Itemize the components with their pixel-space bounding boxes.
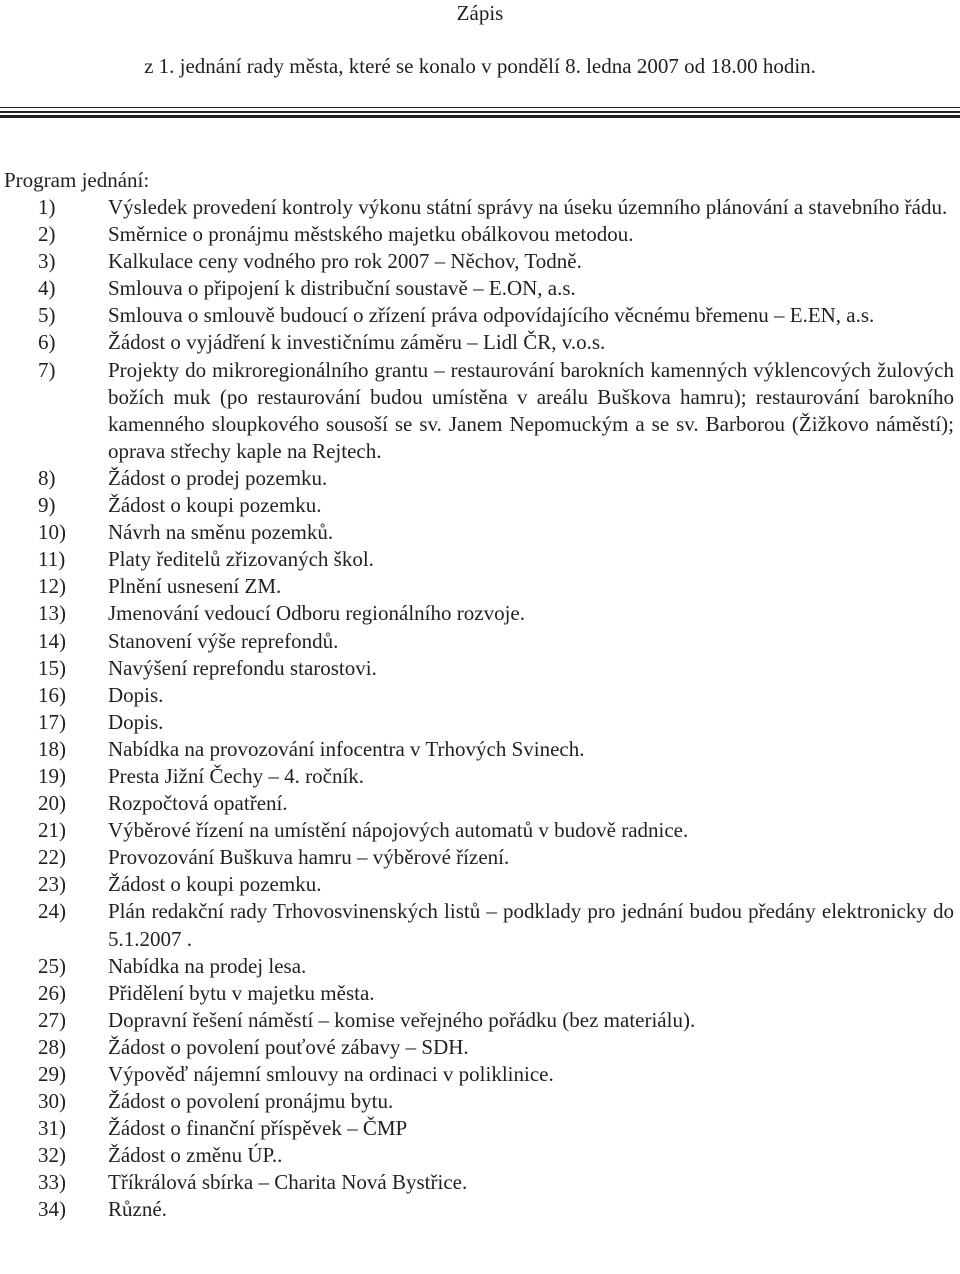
agenda-item bbox=[0, 492, 960, 519]
agenda-item-number: 10) bbox=[38, 520, 66, 545]
agenda-item-number: 29) bbox=[38, 1062, 66, 1086]
agenda-item-number: 12) bbox=[38, 574, 66, 599]
agenda-item bbox=[0, 898, 960, 952]
agenda-item bbox=[0, 519, 960, 546]
agenda-item bbox=[0, 221, 960, 248]
agenda-item-text: Dopis. bbox=[108, 709, 164, 734]
agenda-item-number: 30) bbox=[38, 1089, 66, 1114]
agenda-item bbox=[0, 709, 960, 736]
agenda-item-number: 25) bbox=[38, 953, 66, 978]
document-subtitle: z 1. jednání rady města, které se konalo v pondělí 8. ledna 2007 od 18.00 hodin. bbox=[144, 54, 816, 78]
agenda-item-text: Výběrové řízení na umístění nápojových automatů v budově radnice. bbox=[108, 818, 689, 843]
agenda-item bbox=[0, 1196, 960, 1223]
document-title: Zápis bbox=[456, 1, 504, 25]
agenda-item-text: Nabídka na provozování infocentra v Trhových Svinech. bbox=[108, 736, 585, 761]
agenda-item bbox=[0, 682, 960, 709]
agenda-item bbox=[0, 302, 960, 329]
agenda-item-text: Smlouva o připojení k distribuční soustavě – E.ON, a.s. bbox=[108, 276, 576, 301]
agenda-item-text: Žádost o prodej pozemku. bbox=[108, 465, 328, 490]
agenda-item bbox=[0, 628, 960, 655]
agenda-item-text: Dopravní řešení náměstí – komise veřejného pořádku (bez materiálu). bbox=[108, 1007, 696, 1032]
agenda-item bbox=[0, 1169, 960, 1196]
agenda-item-text: Výsledek provedení kontroly výkonu státní správy na úseku územního plánování a stavebního řádu. bbox=[108, 195, 948, 219]
agenda-item bbox=[0, 248, 960, 275]
agenda-item bbox=[0, 980, 960, 1007]
agenda-item-number: 13) bbox=[38, 601, 66, 626]
agenda-item-number: 27) bbox=[38, 1007, 66, 1032]
agenda-item-number: 3) bbox=[38, 249, 56, 274]
agenda-item bbox=[0, 953, 960, 980]
agenda-item-number: 18) bbox=[38, 736, 66, 761]
agenda-item bbox=[0, 655, 960, 682]
double-rule-divider bbox=[0, 107, 960, 118]
agenda-item bbox=[0, 817, 960, 844]
agenda-item bbox=[0, 573, 960, 600]
rule-thin-line bbox=[0, 107, 960, 108]
agenda-item-text: Plán redakční rady Trhovosvinenských listů – podklady pro jednání budou předány elektronicky do 5.1.2007 . bbox=[108, 899, 954, 951]
agenda-item-text: Plnění usnesení ZM. bbox=[108, 574, 282, 599]
agenda-item bbox=[0, 763, 960, 790]
agenda-item-number: 24) bbox=[38, 899, 66, 924]
agenda-item-text: Smlouva o smlouvě budoucí o zřízení práva odpovídajícího věcnému břemenu – E.EN, a.s. bbox=[108, 303, 875, 328]
agenda-item-text: Presta Jižní Čechy – 4. ročník. bbox=[108, 763, 365, 788]
agenda-list bbox=[0, 194, 960, 1224]
agenda-item-number: 17) bbox=[38, 709, 66, 734]
agenda-item bbox=[0, 1034, 960, 1061]
program-heading: Program jednání: bbox=[4, 168, 150, 192]
agenda-item-number: 15) bbox=[38, 655, 66, 680]
agenda-item-text: Nabídka na prodej lesa. bbox=[108, 953, 307, 978]
agenda-item-text: Žádost o koupi pozemku. bbox=[108, 872, 322, 897]
agenda-item-number: 8) bbox=[38, 465, 56, 490]
agenda-item-text: Tříkrálová sbírka – Charita Nová Bystřice. bbox=[108, 1170, 468, 1195]
agenda-item-text: Kalkulace ceny vodného pro rok 2007 – Něchov, Todně. bbox=[108, 249, 582, 274]
agenda-item-number: 7) bbox=[38, 357, 56, 382]
agenda-item-number: 1) bbox=[38, 195, 56, 219]
agenda-item bbox=[0, 736, 960, 763]
agenda-item bbox=[0, 546, 960, 573]
agenda-item-text: Žádost o finanční příspěvek – ČMP bbox=[108, 1116, 408, 1141]
agenda-item-text: Projekty do mikroregionálního grantu – restaurování barokních kamenných výklencových žulových božích muk (po restaurování budou umístěna v areálu Buškova hamru); restaurování barokního kamenného sloupkového sousoší se sv. Janem Nepomuckým a se sv. Barborou (Žižkovo náměstí); oprava střechy kaple na Rejtech. bbox=[108, 357, 954, 463]
agenda-item bbox=[0, 1007, 960, 1034]
agenda-item-text: Směrnice o pronájmu městského majetku obálkovou metodou. bbox=[108, 222, 634, 247]
agenda-item-text: Žádost o vyjádření k investičnímu záměru – Lidl ČR, v.o.s. bbox=[108, 330, 606, 355]
agenda-item bbox=[0, 1061, 960, 1088]
agenda-item-text: Navýšení reprefondu starostovi. bbox=[108, 655, 377, 680]
agenda-item-number: 28) bbox=[38, 1034, 66, 1059]
agenda-item-text: Žádost o povolení pouťové zábavy – SDH. bbox=[108, 1034, 469, 1059]
agenda-item bbox=[0, 357, 960, 465]
agenda-item-number: 2) bbox=[38, 222, 56, 247]
agenda-item-text: Návrh na směnu pozemků. bbox=[108, 520, 334, 545]
agenda-item-number: 26) bbox=[38, 980, 66, 1005]
agenda-item-text: Stanovení výše reprefondů. bbox=[108, 628, 339, 653]
agenda-item bbox=[0, 871, 960, 898]
agenda-item-number: 32) bbox=[38, 1143, 66, 1168]
rule-thick-line bbox=[0, 115, 960, 118]
agenda-item-text: Dopis. bbox=[108, 682, 164, 707]
agenda-item-text: Přidělení bytu v majetku města. bbox=[108, 980, 375, 1005]
agenda-item bbox=[0, 1142, 960, 1169]
agenda-item-number: 14) bbox=[38, 628, 66, 653]
agenda-item-number: 6) bbox=[38, 330, 56, 355]
agenda-item-number: 4) bbox=[38, 276, 56, 301]
agenda-item-number: 31) bbox=[38, 1116, 66, 1141]
agenda-item-number: 16) bbox=[38, 682, 66, 707]
agenda-item-number: 19) bbox=[38, 763, 66, 788]
agenda-item-text: Rozpočtová opatření. bbox=[108, 791, 288, 816]
agenda-item-number: 22) bbox=[38, 845, 66, 870]
agenda-item-number: 21) bbox=[38, 818, 66, 843]
agenda-item-text: Provozování Buškuva hamru – výběrové řízení. bbox=[108, 845, 510, 870]
agenda-item bbox=[0, 275, 960, 302]
agenda-item bbox=[0, 194, 960, 221]
agenda-item-number: 5) bbox=[38, 303, 56, 328]
agenda-item bbox=[0, 600, 960, 627]
agenda-item bbox=[0, 844, 960, 871]
agenda-item-number: 20) bbox=[38, 791, 66, 816]
agenda-item-number: 33) bbox=[38, 1170, 66, 1195]
agenda-item-text: Jmenování vedoucí Odboru regionálního rozvoje. bbox=[108, 601, 525, 626]
agenda-item-number: 23) bbox=[38, 872, 66, 897]
rule-medium-line bbox=[0, 111, 960, 113]
agenda-item bbox=[0, 790, 960, 817]
agenda-item-number: 9) bbox=[38, 493, 56, 518]
agenda-item bbox=[0, 465, 960, 492]
agenda-item-number: 11) bbox=[38, 547, 66, 572]
agenda-item-number: 34) bbox=[38, 1197, 66, 1222]
agenda-item-text: Žádost o povolení pronájmu bytu. bbox=[108, 1089, 394, 1114]
agenda-item-text: Výpověď nájemní smlouvy na ordinaci v poliklinice. bbox=[108, 1062, 554, 1086]
agenda-item-text: Žádost o změnu ÚP.. bbox=[108, 1143, 283, 1168]
agenda-item bbox=[0, 1088, 960, 1115]
agenda-item-text: Žádost o koupi pozemku. bbox=[108, 493, 322, 518]
agenda-item-text: Různé. bbox=[108, 1197, 167, 1222]
agenda-item bbox=[0, 1115, 960, 1142]
agenda-item-text: Platy ředitelů zřizovaných škol. bbox=[108, 547, 374, 572]
agenda-item bbox=[0, 329, 960, 356]
